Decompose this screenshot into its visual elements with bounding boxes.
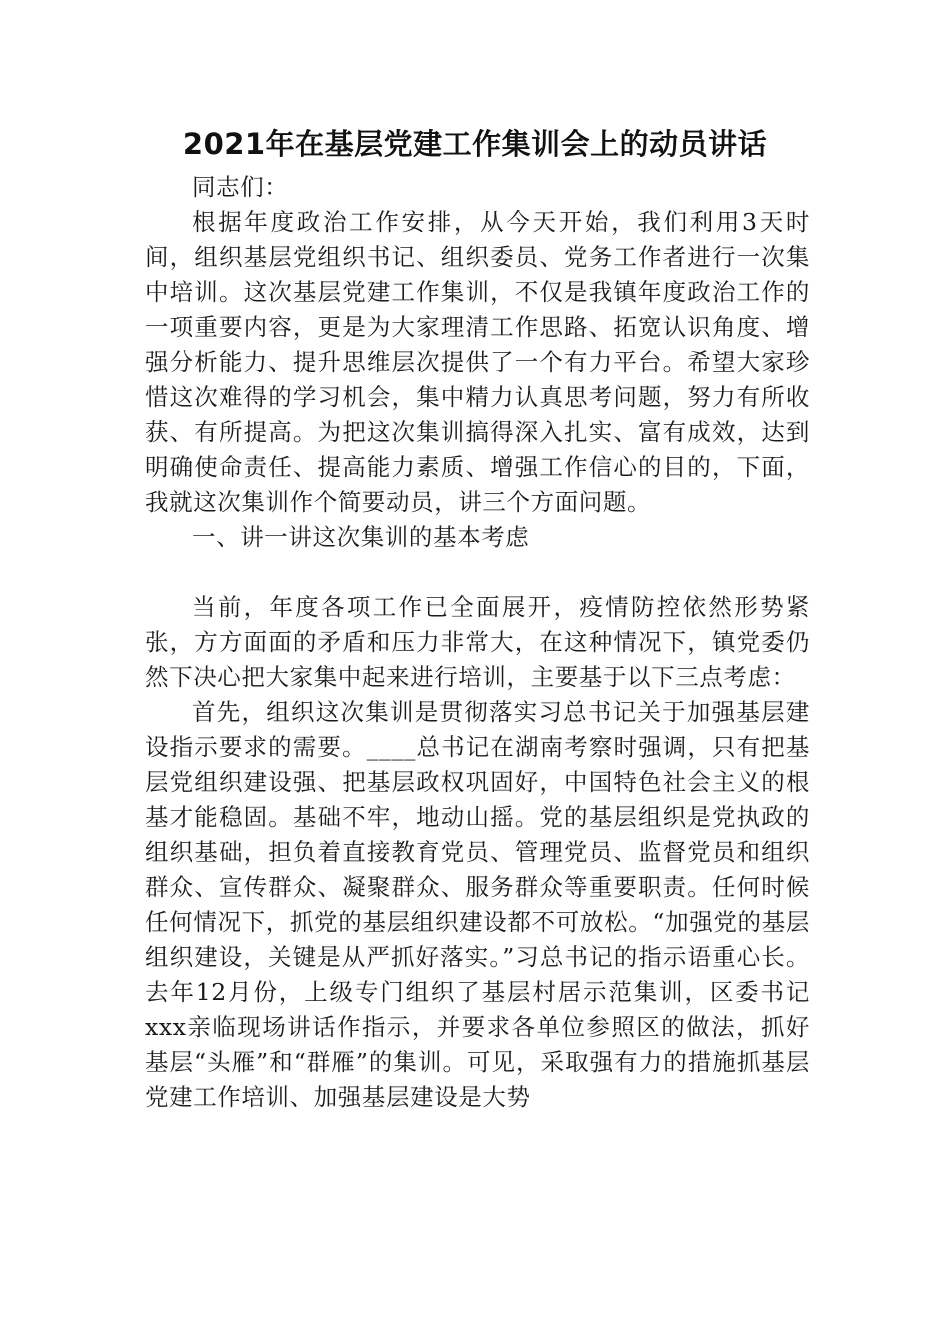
paragraph-context: 当前，年度各项工作已全面展开，疫情防控依然形势紧张，方方面面的矛盾和压力非常大，在这种情况下，镇党委仍然下决心把大家集中起来进行培训，主要基于以下三点考虑： — [145, 593, 810, 691]
paragraph-first-reason: 首先，组织这次集训是贯彻落实习总书记关于加强基层建设指示要求的需要。____总书记在湖南考察时强调，只有把基层党组织建设强、把基层政权巩固好，中国特色社会主义的根基才能稳固。基础不牢，地动山摇。党的基层组织是党执政的组织基础，担负着直接教育党员、管理党员、监督党员和组织群众、宣传群众、凝聚群众、服务群众等重要职责。任何时候任何情况下，抓党的基层组织建设都不可放松。“加强党的基层组织建设，关键是从严抓好落实。”习总书记的指示语重心长。去年12月份，上级专门组织了基层村居示范集训，区委书记xxx亲临现场讲话作指示，并要求各单位参照区的做法，抓好基层“头雁”和“群雁”的集训。可见，采取强有力的措施抓基层党建工作培训、加强基层建设是大势 — [145, 698, 810, 1111]
document-body — [145, 170, 810, 1115]
document-title: 2021年在基层党建工作集训会上的动员讲话 — [182, 127, 768, 161]
section-heading-1: 一、讲一讲这次集训的基本考虑 — [192, 523, 530, 551]
blank-line — [145, 555, 810, 590]
salutation: 同志们： — [192, 173, 289, 201]
paragraph-intro: 根据年度政治工作安排，从今天开始，我们利用3天时间，组织基层党组织书记、组织委员、党务工作者进行一次集中培训。这次基层党建工作集训，不仅是我镇年度政治工作的一项重要内容，更是为大家理清工作思路、拓宽认识角度、增强分析能力、提升思维层次提供了一个有力平台。希望大家珍惜这次难得的学习机会，集中精力认真思考问题，努力有所收获、有所提高。为把这次集训搞得深入扎实、富有成效，达到明确使命责任、提高能力素质、增强工作信心的目的，下面，我就这次集训作个简要动员，讲三个方面问题。 — [145, 208, 810, 516]
